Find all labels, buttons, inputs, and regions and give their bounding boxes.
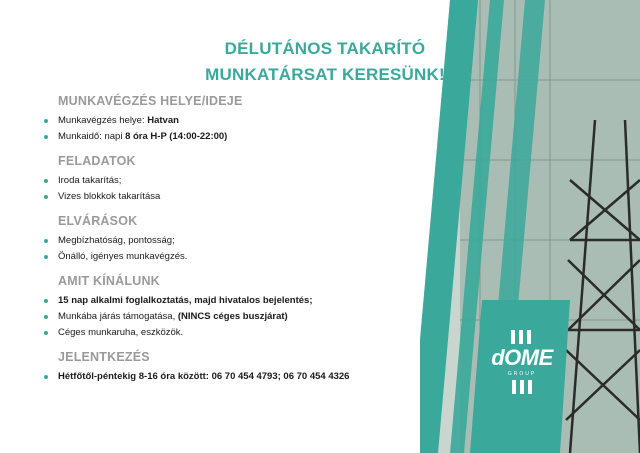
item-bold-text: Hétfőtől-péntekig 8-16 óra között: 06 70 454 4793; 06 70 454 4326 bbox=[58, 371, 350, 382]
bullet-icon bbox=[44, 255, 48, 259]
list-item bbox=[44, 249, 444, 265]
item-bold-text: 8 óra H-P (14:00-22:00) bbox=[125, 131, 228, 142]
bullet-icon bbox=[44, 179, 48, 183]
item-text: Munkaidő: napi bbox=[58, 131, 126, 142]
section-workplace bbox=[44, 94, 444, 145]
job-details bbox=[44, 94, 444, 394]
item-bold-text: Hatvan bbox=[147, 115, 179, 126]
list-item bbox=[44, 369, 444, 385]
section-requirements bbox=[44, 214, 444, 265]
page-title bbox=[190, 36, 460, 88]
section-heading: ELVÁRÁSOK bbox=[58, 214, 138, 228]
section-heading: MUNKAVÉGZÉS HELYE/IDEJE bbox=[58, 94, 243, 108]
bullet-icon bbox=[44, 195, 48, 199]
item-bold-text: (NINCS céges buszjárat) bbox=[177, 311, 288, 322]
logo-bars-bottom-icon bbox=[511, 380, 533, 394]
item-text: Iroda takarítás; bbox=[58, 175, 122, 186]
title-line-1: DÉLUTÁNOS TAKARÍTÓ bbox=[224, 39, 426, 58]
bullet-icon bbox=[44, 315, 48, 319]
logo-bars-icon bbox=[509, 330, 533, 344]
bullet-icon bbox=[44, 331, 48, 335]
item-list bbox=[44, 233, 444, 265]
section-apply bbox=[44, 350, 444, 385]
section-heading: JELENTKEZÉS bbox=[58, 350, 150, 364]
bullet-icon bbox=[44, 239, 48, 243]
item-text: Önálló, igényes munkavégzés. bbox=[58, 251, 188, 262]
item-text: Vizes blokkok takarítása bbox=[58, 191, 161, 202]
item-text: Munkavégzés helye: bbox=[58, 115, 148, 126]
list-item bbox=[44, 173, 444, 189]
item-text: Munkába járás támogatása, bbox=[58, 311, 178, 322]
logo-subtitle: GROUP bbox=[507, 371, 537, 377]
item-bold-text: 15 nap alkalmi foglalkoztatás, majd hivatalos bejelentés; bbox=[58, 295, 313, 306]
list-item bbox=[44, 293, 444, 309]
bullet-icon bbox=[44, 135, 48, 139]
section-heading: FELADATOK bbox=[58, 154, 136, 168]
list-item bbox=[44, 309, 444, 325]
list-item bbox=[44, 325, 444, 341]
item-list bbox=[44, 369, 444, 385]
dome-group-logo bbox=[487, 330, 557, 402]
title-line-2: MUNKATÁRSAT KERESÜNK! bbox=[205, 65, 445, 84]
section-offer bbox=[44, 274, 444, 341]
section-heading: AMIT KÍNÁLUNK bbox=[58, 274, 160, 288]
list-item bbox=[44, 129, 444, 145]
item-list bbox=[44, 173, 444, 205]
section-tasks bbox=[44, 154, 444, 205]
item-text: Céges munkaruha, eszközök. bbox=[58, 327, 184, 338]
item-list bbox=[44, 293, 444, 341]
list-item bbox=[44, 113, 444, 129]
bullet-icon bbox=[44, 299, 48, 303]
list-item bbox=[44, 233, 444, 249]
logo-word: dOME bbox=[491, 345, 553, 370]
item-text: Megbízhatóság, pontosság; bbox=[58, 235, 175, 246]
item-list bbox=[44, 113, 444, 145]
list-item bbox=[44, 189, 444, 205]
bullet-icon bbox=[44, 375, 48, 379]
bullet-icon bbox=[44, 119, 48, 123]
